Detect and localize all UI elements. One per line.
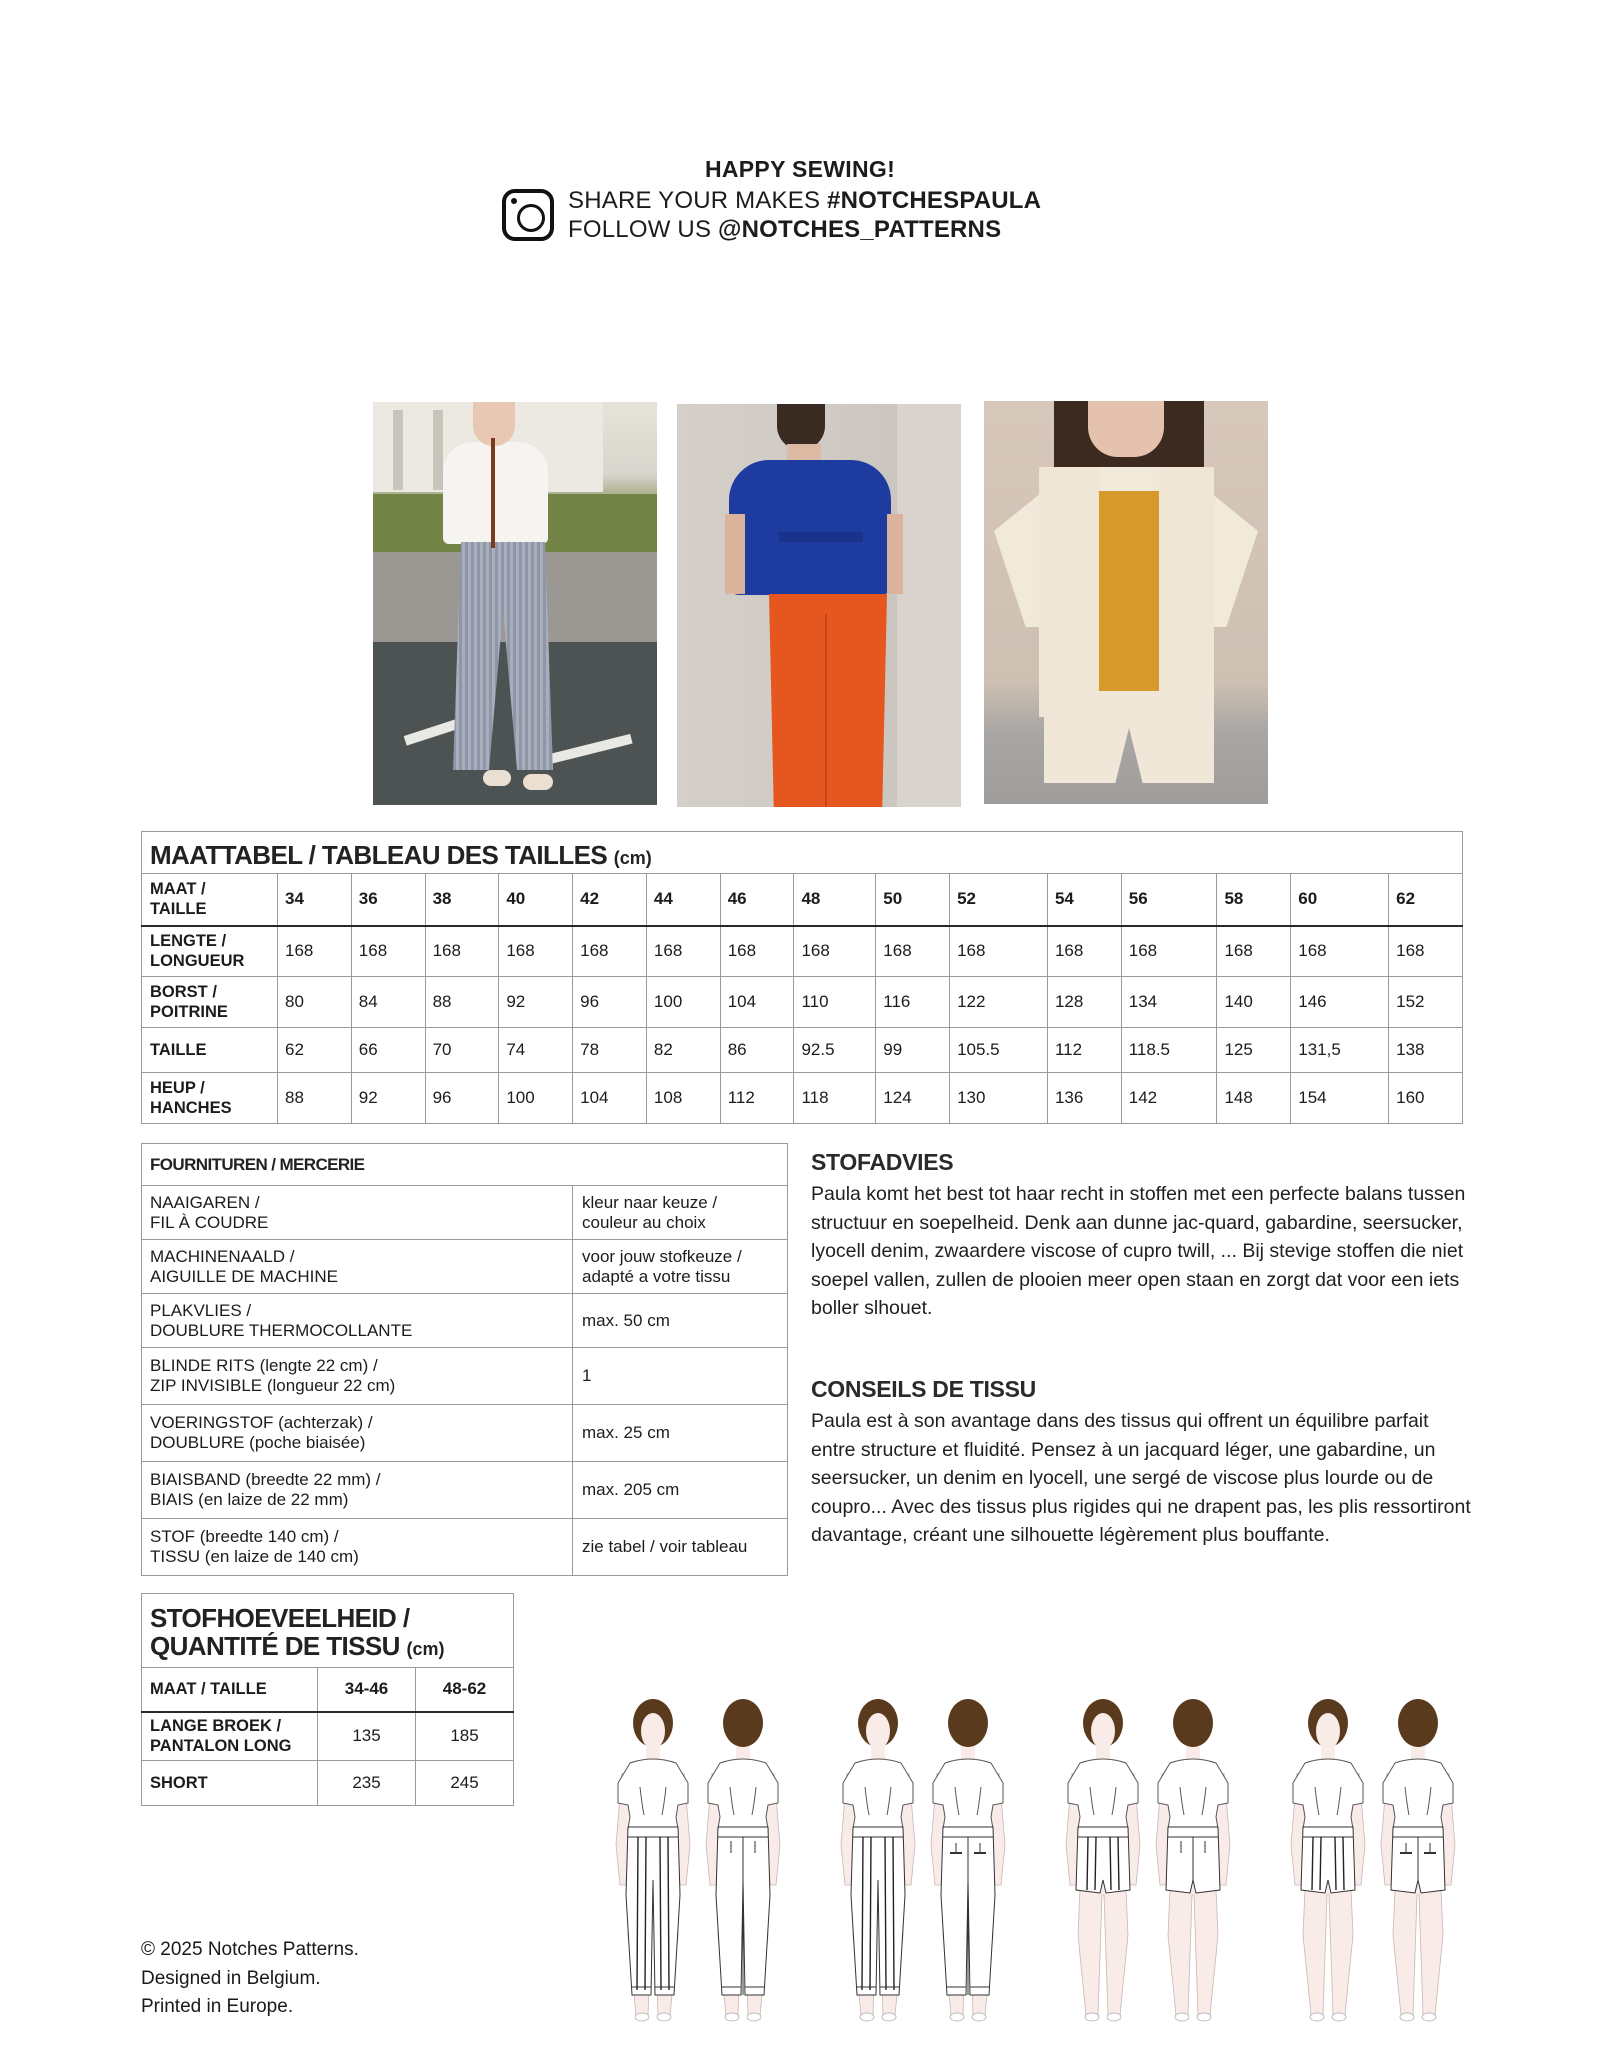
- size-header-row: [142, 874, 1463, 926]
- size-value-cell: 160: [1389, 1073, 1463, 1124]
- supplies-title: FOURNITUREN / MERCERIE: [142, 1144, 788, 1186]
- size-value-cell: 116: [876, 977, 950, 1028]
- size-value-cell: 86: [720, 1028, 794, 1073]
- fabric-header-row: [142, 1668, 514, 1712]
- croquis-front-trousers: [608, 1695, 698, 2030]
- size-value-cell: 168: [876, 926, 950, 977]
- size-value-cell: 168: [278, 926, 352, 977]
- size-value-cell: 134: [1121, 977, 1217, 1028]
- size-value-cell: 122: [950, 977, 1048, 1028]
- row-label: BORST / POITRINE: [142, 977, 278, 1028]
- supply-row: NAAIGAREN / FIL À COUDRE kleur naar keuze / couleur au choix: [142, 1186, 788, 1240]
- size-value-cell: 130: [950, 1073, 1048, 1124]
- size-value-cell: 136: [1047, 1073, 1121, 1124]
- size-value-cell: 152: [1389, 977, 1463, 1028]
- size-value-cell: 125: [1217, 1028, 1291, 1073]
- follow-prefix: FOLLOW US: [568, 216, 719, 243]
- size-value-cell: 146: [1291, 977, 1389, 1028]
- size-value-cell: 118.5: [1121, 1028, 1217, 1073]
- supply-row: MACHINENAALD / AIGUILLE DE MACHINE voor jouw stofkeuze / adapté a votre tissu: [142, 1240, 788, 1294]
- supplies-table: [141, 1143, 788, 1576]
- size-col-header: 62: [1389, 874, 1463, 926]
- croquis-front-shorts: [1283, 1695, 1373, 2030]
- fabric-range-header: 48-62: [416, 1668, 514, 1712]
- size-col-header: 54: [1047, 874, 1121, 926]
- row-label: MAAT / TAILLE: [142, 874, 278, 926]
- size-value-cell: 168: [794, 926, 876, 977]
- size-col-header: 56: [1121, 874, 1217, 926]
- size-col-header: 58: [1217, 874, 1291, 926]
- supply-row: BIAISBAND (breedte 22 mm) / BIAIS (en laize de 22 mm) max. 205 cm: [142, 1462, 788, 1519]
- size-value-cell: 108: [646, 1073, 720, 1124]
- instagram-icon: [502, 189, 554, 241]
- supply-row: VOERINGSTOF (achterzak) / DOUBLURE (poche biaisée) max. 25 cm: [142, 1405, 788, 1462]
- fabric-range-header: 34-46: [318, 1668, 416, 1712]
- size-value-cell: 168: [1047, 926, 1121, 977]
- supply-row: PLAKVLIES / DOUBLURE THERMOCOLLANTE max. 50 cm: [142, 1294, 788, 1348]
- size-value-cell: 168: [425, 926, 499, 977]
- supply-row: BLINDE RITS (lengte 22 cm) / ZIP INVISIBLE (longueur 22 cm) 1: [142, 1348, 788, 1405]
- photo-cream-jacket-shorts: [984, 401, 1268, 804]
- size-value-cell: 80: [278, 977, 352, 1028]
- size-row-waist: [142, 1028, 1463, 1073]
- size-value-cell: 128: [1047, 977, 1121, 1028]
- size-chart-title-text: MAATTABEL / TABLEAU DES TAILLES: [150, 840, 608, 870]
- size-value-cell: 82: [646, 1028, 720, 1073]
- size-value-cell: 92.5: [794, 1028, 876, 1073]
- fabric-quantity-table: [141, 1593, 514, 1806]
- size-value-cell: 110: [794, 977, 876, 1028]
- size-value-cell: 168: [1121, 926, 1217, 977]
- fabric-header-label: MAAT / TAILLE: [142, 1668, 318, 1712]
- fabric-quantity-title: STOFHOEVEELHEID / QUANTITÉ DE TISSU (cm): [142, 1594, 514, 1668]
- fabric-row-long-trousers: LANGE BROEK / PANTALON LONG 135 185: [142, 1712, 514, 1761]
- photo-gingham-trousers: [373, 402, 657, 805]
- hashtag[interactable]: #NOTCHESPAULA: [827, 187, 1042, 214]
- size-value-cell: 99: [876, 1028, 950, 1073]
- fabric-advice-nl: [811, 1149, 1471, 1323]
- size-value-cell: 118: [794, 1073, 876, 1124]
- footer: [141, 1936, 359, 2022]
- size-col-header: 34: [278, 874, 352, 926]
- size-value-cell: 96: [425, 1073, 499, 1124]
- advice-body-nl: Paula komt het best tot haar recht in stoffen met een perfecte balans tussen structuur en soepelheid. Denk aan dunne jac-quard, gabardine, seersucker, lyocell denim, zwaardere viscose of cupro twill, ... Bij stevige stoffen die niet soepel vallen, zullen de plooien meer open staan en zorgt dat voor een iets boller slhouet.: [811, 1183, 1466, 1320]
- size-chart-title: [142, 832, 1463, 874]
- size-value-cell: 168: [351, 926, 425, 977]
- size-row-chest: [142, 977, 1463, 1028]
- size-row-length: [142, 926, 1463, 977]
- size-value-cell: 131,5: [1291, 1028, 1389, 1073]
- copyright: © 2025 Notches Patterns.: [141, 1939, 359, 1960]
- size-value-cell: 168: [1291, 926, 1389, 977]
- size-value-cell: 154: [1291, 1073, 1389, 1124]
- size-value-cell: 168: [950, 926, 1048, 977]
- size-value-cell: 140: [1217, 977, 1291, 1028]
- size-value-cell: 168: [1217, 926, 1291, 977]
- croquis-front-shorts: [1058, 1695, 1148, 2030]
- size-chart-unit: (cm): [613, 848, 652, 868]
- follow-line: [568, 215, 1041, 244]
- size-value-cell: 104: [720, 977, 794, 1028]
- size-value-cell: 74: [499, 1028, 573, 1073]
- advice-body-fr: Paula est à son avantage dans des tissus qui offrent un équilibre parfait entre structure et fluidité. Pensez à un jacquard léger, une gabardine, un seersucker, un denim en lyocell, une sergé de viscose plus lourde ou de coupro... Avec des tissus plus rigides qui ne drapent pas, les plis ressortiront davantage, créant une silhouette légèrement plus bouffante.: [811, 1410, 1471, 1547]
- size-value-cell: 168: [1389, 926, 1463, 977]
- designed-in: Designed in Belgium.: [141, 1967, 321, 1989]
- size-value-cell: 96: [573, 977, 647, 1028]
- croquis-back-trousers: [698, 1695, 788, 2030]
- size-value-cell: 92: [351, 1073, 425, 1124]
- size-value-cell: 112: [1047, 1028, 1121, 1073]
- supply-row: STOF (breedte 140 cm) / TISSU (en laize de 140 cm) zie tabel / voir tableau: [142, 1519, 788, 1576]
- size-col-header: 44: [646, 874, 720, 926]
- size-value-cell: 100: [646, 977, 720, 1028]
- fabric-row-short: SHORT 235 245: [142, 1761, 514, 1806]
- size-value-cell: 142: [1121, 1073, 1217, 1124]
- size-value-cell: 112: [720, 1073, 794, 1124]
- size-value-cell: 104: [573, 1073, 647, 1124]
- size-col-header: 60: [1291, 874, 1389, 926]
- size-col-header: 50: [876, 874, 950, 926]
- size-value-cell: 78: [573, 1028, 647, 1073]
- printed-in: Printed in Europe.: [141, 1996, 294, 2017]
- advice-heading-fr: CONSEILS DE TISSU: [811, 1376, 1036, 1402]
- size-value-cell: 168: [573, 926, 647, 977]
- size-value-cell: 124: [876, 1073, 950, 1124]
- croquis-back-shorts: [1148, 1695, 1238, 2030]
- size-col-header: 52: [950, 874, 1048, 926]
- size-value-cell: 138: [1389, 1028, 1463, 1073]
- size-col-header: 40: [499, 874, 573, 926]
- fabric-advice-fr: [811, 1376, 1471, 1550]
- share-prefix: SHARE YOUR MAKES: [568, 187, 828, 214]
- size-col-header: 46: [720, 874, 794, 926]
- photo-blue-top-orange-trousers: [677, 404, 961, 807]
- size-value-cell: 84: [351, 977, 425, 1028]
- size-value-cell: 66: [351, 1028, 425, 1073]
- croquis-front-trousers: [833, 1695, 923, 2030]
- size-chart-table: [141, 831, 1463, 1124]
- size-value-cell: 168: [720, 926, 794, 977]
- advice-heading-nl: STOFADVIES: [811, 1149, 954, 1175]
- tagline: HAPPY SEWING!: [704, 156, 896, 182]
- croquis-back-shorts: [1373, 1695, 1463, 2030]
- share-line: [568, 186, 1041, 215]
- size-value-cell: 168: [499, 926, 573, 977]
- row-label: HEUP / HANCHES: [142, 1073, 278, 1124]
- size-value-cell: 88: [278, 1073, 352, 1124]
- instagram-handle[interactable]: @NOTCHES_PATTERNS: [718, 216, 1002, 243]
- size-value-cell: 92: [499, 977, 573, 1028]
- social-block: [502, 186, 1041, 244]
- row-label: LENGTE / LONGUEUR: [142, 926, 278, 977]
- size-value-cell: 70: [425, 1028, 499, 1073]
- size-col-header: 48: [794, 874, 876, 926]
- row-label: TAILLE: [142, 1028, 278, 1073]
- technical-illustrations: [600, 1695, 1470, 2035]
- size-row-hip: [142, 1073, 1463, 1124]
- size-value-cell: 148: [1217, 1073, 1291, 1124]
- size-value-cell: 168: [646, 926, 720, 977]
- size-value-cell: 88: [425, 977, 499, 1028]
- size-col-header: 36: [351, 874, 425, 926]
- size-value-cell: 62: [278, 1028, 352, 1073]
- size-col-header: 38: [425, 874, 499, 926]
- croquis-back-trousers: [923, 1695, 1013, 2030]
- size-value-cell: 105.5: [950, 1028, 1048, 1073]
- size-value-cell: 100: [499, 1073, 573, 1124]
- size-col-header: 42: [573, 874, 647, 926]
